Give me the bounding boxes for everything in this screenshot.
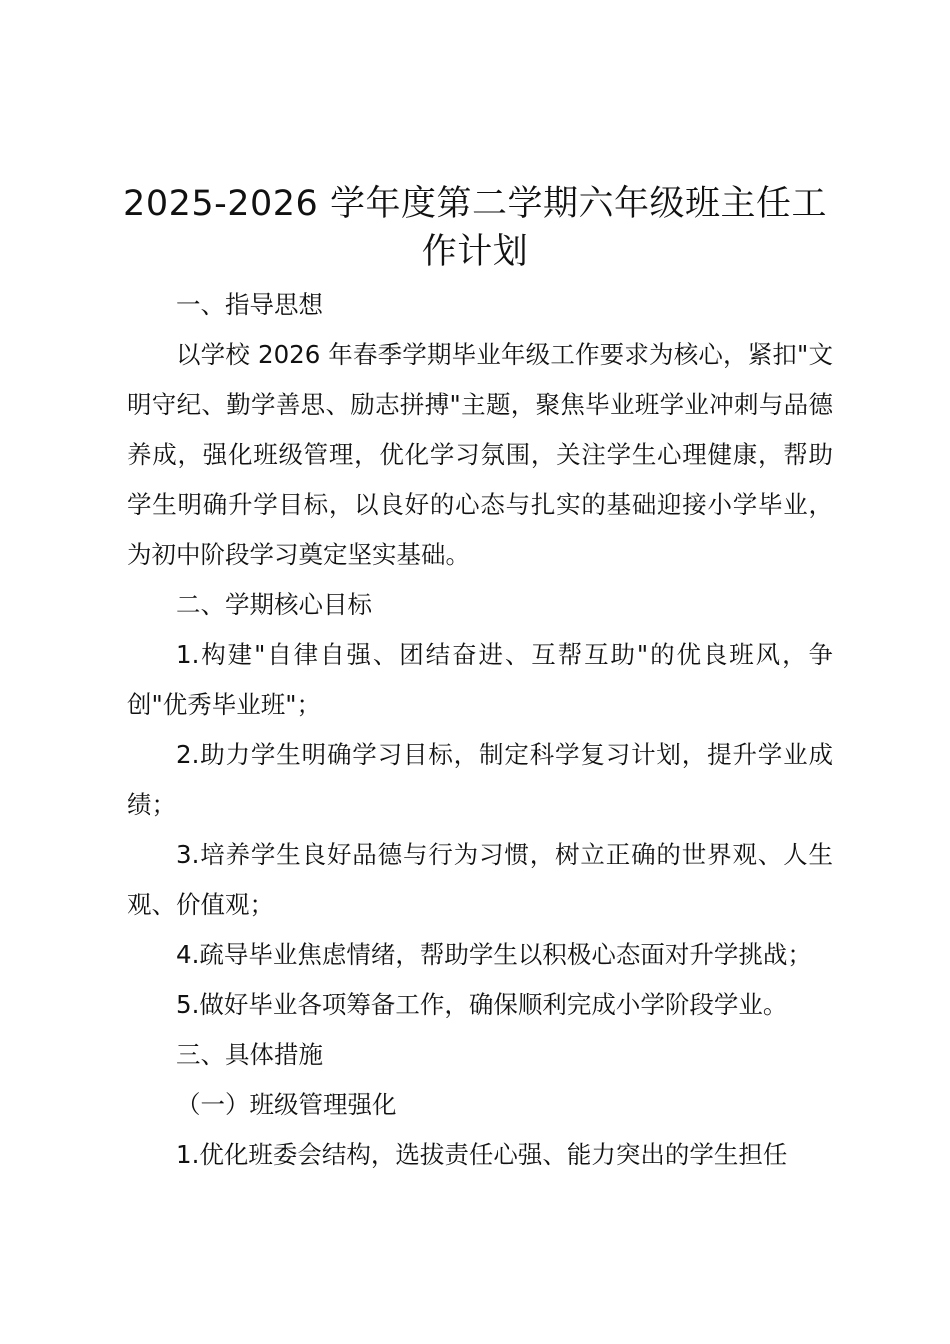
- document-title: 2025-2026 学年度第二学期六年级班主任工作计划: [123, 184, 827, 272]
- paragraph-guiding-thought: 以学校 2026 年春季学期毕业年级工作要求为核心，紧扣"文明守纪、勤学善思、励志拼搏"主题，聚焦毕业班学业冲刺与品德养成，强化班级管理，优化学习氛围，关注学生心理健康，帮助学生明确升学目标，以良好的心态与扎实的基础迎接小学毕业，为初中阶段学习奠定坚实基础。: [127, 340, 833, 569]
- goal-item-4: 4.疏导毕业焦虑情绪，帮助学生以积极心态面对升学挑战；: [176, 940, 812, 969]
- document-body: [127, 280, 833, 1180]
- subsection-heading-class-management: （一）班级管理强化: [176, 1090, 397, 1119]
- measure-item-1: 1.优化班委会结构，选拔责任心强、能力突出的学生担任: [176, 1140, 788, 1169]
- goal-item-2: 2.助力学生明确学习目标，制定科学复习计划，提升学业成绩；: [127, 740, 833, 819]
- goal-item-3: 3.培养学生良好品德与行为习惯，树立正确的世界观、人生观、价值观；: [127, 840, 833, 919]
- section-heading-measures: 三、具体措施: [176, 1040, 323, 1069]
- goal-item-1: 1.构建"自律自强、团结奋进、互帮互助"的优良班风，争创"优秀毕业班"；: [127, 640, 833, 719]
- section-heading-guiding-thought: 一、指导思想: [176, 290, 323, 319]
- goal-item-5: 5.做好毕业各项筹备工作，确保顺利完成小学阶段学业。: [176, 990, 788, 1019]
- section-heading-core-goals: 二、学期核心目标: [176, 590, 372, 619]
